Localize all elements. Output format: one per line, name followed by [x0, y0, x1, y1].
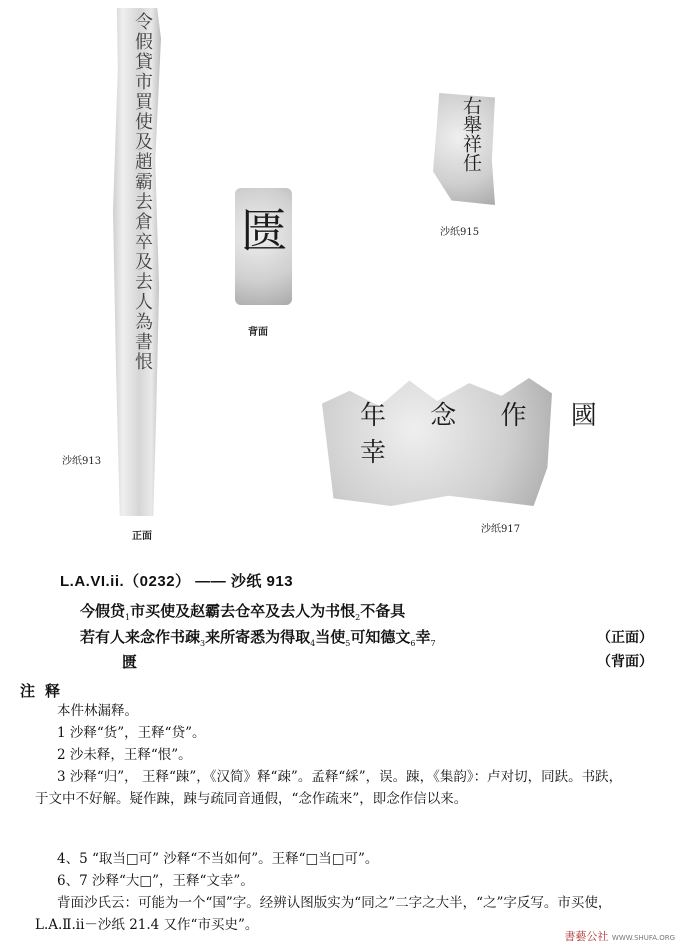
back-fragment-ink: 匮: [241, 204, 287, 258]
fragment-917-ink: 年 念 作 國 幸: [360, 401, 615, 468]
strip-ink-script: 令假貸市買使及趙霸去倉卒及去人為書恨: [132, 12, 153, 372]
label-915: 沙纸915: [440, 227, 480, 238]
note-2: 2 沙未释，王释“恨”。: [57, 747, 192, 763]
side-front: （正面）: [597, 630, 653, 646]
watermark: 書藝公社 WWW.SHUFA.ORG: [564, 930, 675, 943]
note-4: 4、5 “取当□可” 沙释“不当如何”。王释“□当□可”。: [57, 851, 379, 867]
note-1: 1 沙释“货”，王释“贷”。: [57, 725, 206, 741]
note-3: 3 沙释“归”， 王释“踈”，《汉简》释“疎”。孟释“綵”，误。踈，《集韵》：卢对切，同趺。书趺，于文中不好解。疑作踈，踈与疏同音通假，“念作疏来”，即念作信以来。: [35, 769, 623, 807]
document-caption: L.A.VI.ii.（0232） —— 沙纸 913: [60, 573, 294, 590]
transcription-line-3: 匮: [122, 653, 138, 671]
note-0: 本件林漏释。: [57, 703, 138, 719]
fragment-915-ink: 右舉祥任: [460, 96, 482, 172]
label-back: 背面: [248, 327, 268, 338]
label-913: 沙纸913: [62, 456, 102, 467]
side-back: （背面）: [597, 654, 653, 670]
transcription-line-2: 若有人来念作书疎$_3$来所寄悉为得取$_4$当使$_5$可知德文$_6$幸$_7$: [80, 628, 436, 648]
label-front: 正面: [132, 531, 152, 542]
note-6: 背面沙氏云：可能为一个“国”字。经辨认图版实为“同之”二字之大半，“之”字反写。市买使，L.A.Ⅱ.ii－沙纸 21.4 又作“市买史”。: [35, 895, 612, 933]
notes-title: 注释: [20, 682, 71, 700]
note-5: 6、7 沙释“大□”，王释“文幸”。: [57, 873, 254, 889]
label-917: 沙纸917: [481, 524, 521, 535]
transcription-line-1: 今假贷$_1$市买使及赵霸去仓卒及去人为书恨$_2$不备具: [80, 602, 406, 622]
